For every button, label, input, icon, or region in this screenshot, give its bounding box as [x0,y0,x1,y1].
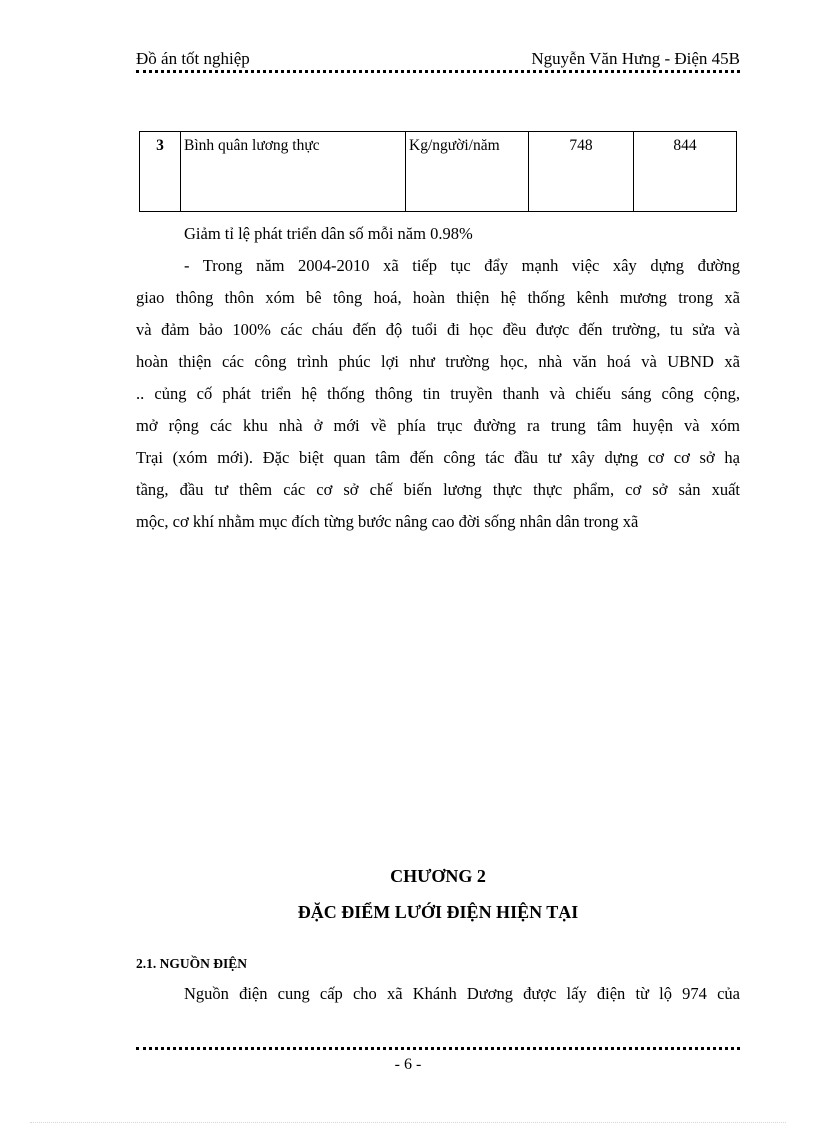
paragraph-line: - Trong năm 2004-2010 xã tiếp tục đẩy mạnh việc xây dựng đường [184,256,740,275]
header-title: Đồ án tốt nghiệp [136,49,250,68]
paragraph-line: tầng, đầu tư thêm các cơ sở chế biến lương thực thực phẩm, cơ sở sản xuất [136,480,740,499]
statistics-table [139,131,737,212]
paragraph-line: hoàn thiện các công trình phúc lợi như trường học, nhà văn hoá và UBND xã [136,352,740,371]
row-number: 3 [140,132,181,212]
row-value-2: 844 [634,132,737,212]
section-heading: 2.1. NGUỒN ĐIỆN [136,956,248,971]
table-row [140,132,737,212]
paragraph-population: Giảm tỉ lệ phát triển dân số mỗi năm 0.98% [184,224,473,243]
paragraph-line: mở rộng các khu nhà ở mới về phía trục đường ra trung tâm huyện và xóm [136,416,740,435]
row-value-1: 748 [529,132,634,212]
footer-divider [136,1047,740,1050]
paragraph-line: Trại (xóm mới). Đặc biệt quan tâm đến công tác đầu tư xây dựng cơ cơ sở hạ [136,448,740,467]
section-paragraph: Nguồn điện cung cấp cho xã Khánh Dương được lấy điện từ lộ 974 của [184,984,740,1003]
paragraph-line: mộc, cơ khí nhằm mục đích từng bước nâng cao đời sống nhân dân trong xã [136,512,639,531]
paragraph-line: giao thông thôn xóm bê tông hoá, hoàn thiện hệ thống kênh mương trong xã [136,288,740,307]
chapter-number: CHƯƠNG 2 [390,866,486,886]
header-divider [136,70,740,73]
page-number: - 6 - [394,1056,422,1073]
row-item-name: Bình quân lương thực [181,132,406,212]
row-unit: Kg/người/năm [406,132,529,212]
chapter-title: ĐẶC ĐIỂM LƯỚI ĐIỆN HIỆN TẠI [297,902,579,922]
header-author: Nguyễn Văn Hưng - Điện 45B [531,49,740,68]
paragraph-line: .. củng cố phát triển hệ thống thông tin truyền thanh và chiếu sáng công cộng, [136,384,740,403]
paragraph-line: và đảm bảo 100% các cháu đến độ tuổi đi học đều được đến trường, tu sửa và [136,320,740,339]
